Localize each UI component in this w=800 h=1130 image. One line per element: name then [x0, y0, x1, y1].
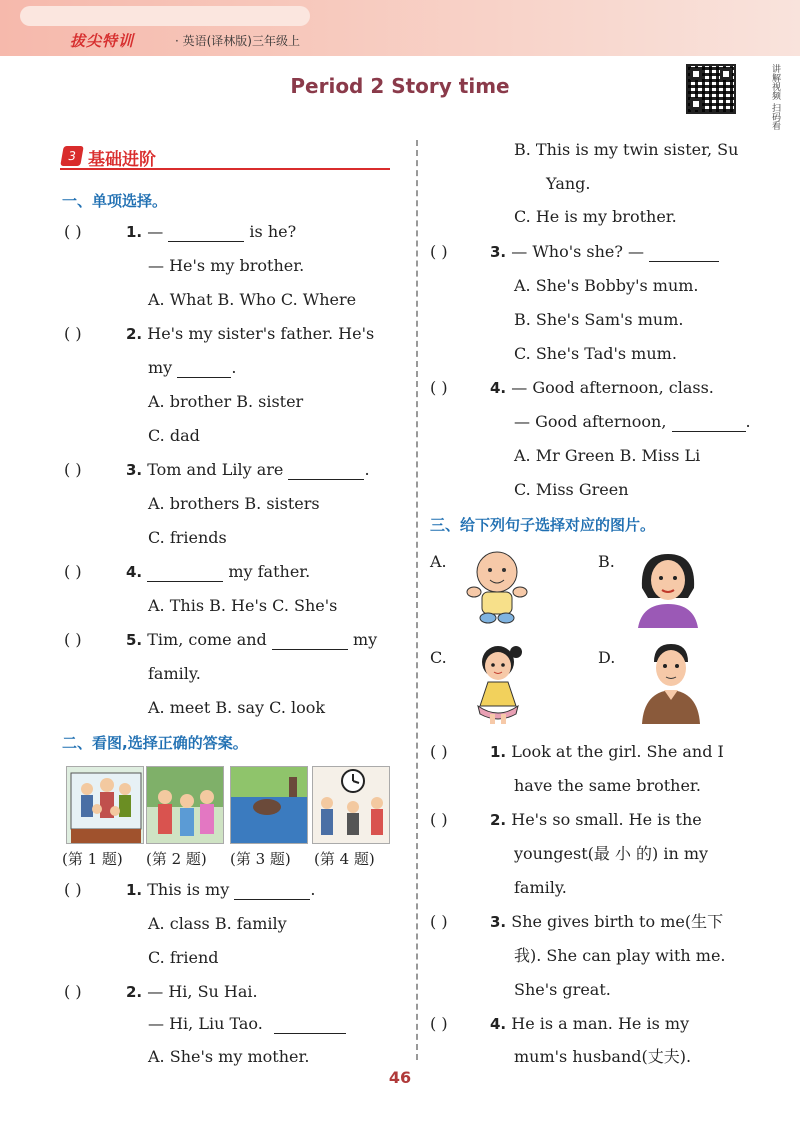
q2-line1 — [126, 324, 374, 344]
p2-q1-text: This is my — [147, 880, 230, 899]
qr-corner — [690, 98, 702, 110]
p2-q4-line1 — [490, 378, 714, 398]
q4-text: my father. — [228, 562, 311, 581]
picture-caption: (第 4 题) — [314, 850, 375, 868]
p2-q3-option-a: A. She's Bobby's mum. — [514, 276, 699, 295]
question-number: 3. — [490, 913, 507, 931]
answer-paren[interactable]: ( ) — [64, 880, 82, 899]
q2-text2: my — [148, 358, 173, 377]
q3-options2: C. friends — [148, 528, 227, 547]
p2-q3-option-b: B. She's Sam's mum. — [514, 310, 684, 329]
children-illustration — [146, 766, 224, 844]
answer-paren[interactable]: ( ) — [64, 222, 82, 241]
q2-period: . — [231, 358, 237, 377]
column-divider — [416, 140, 418, 1060]
q5-stem — [126, 630, 377, 650]
answer-paren[interactable]: ( ) — [430, 742, 448, 761]
p2-q1-options2: C. friend — [148, 948, 219, 967]
q1-options: A. What B. Who C. Where — [148, 290, 357, 309]
classroom-illustration — [312, 766, 390, 844]
book-subtitle: · 英语(译林版)三年级上 — [175, 34, 300, 48]
p2-q2-option-c: C. He is my brother. — [514, 207, 677, 226]
answer-blank[interactable] — [177, 362, 231, 378]
q2-options2: C. dad — [148, 426, 200, 445]
p2-q4-options2: C. Miss Green — [514, 480, 629, 499]
answer-paren[interactable]: ( ) — [64, 324, 82, 343]
answer-paren[interactable]: ( ) — [64, 562, 82, 581]
answer-paren[interactable]: ( ) — [430, 912, 448, 931]
picture-caption: (第 2 题) — [146, 850, 207, 868]
qr-code-icon[interactable] — [686, 64, 736, 114]
picture-letter-d: D. — [598, 648, 616, 667]
q2-options1: A. brother B. sister — [148, 392, 304, 411]
p2-q4-text: — Good afternoon, class. — [511, 378, 714, 397]
section-title: 基础进阶 — [88, 150, 156, 170]
p3-q2-line3: family. — [514, 878, 567, 897]
answer-paren[interactable]: ( ) — [430, 242, 448, 261]
p3-q2-line1 — [490, 810, 702, 830]
answer-blank[interactable] — [272, 634, 348, 650]
answer-paren[interactable]: ( ) — [64, 460, 82, 479]
p2-q2-text2: — Hi, Liu Tao. — [148, 1014, 263, 1033]
q5-line2: family. — [148, 664, 201, 683]
answer-blank[interactable] — [147, 566, 223, 582]
q4-stem — [126, 562, 310, 582]
picture-letter-c: C. — [430, 648, 447, 667]
question-number: 1. — [126, 223, 143, 241]
question-number: 3. — [490, 243, 507, 261]
q5-text: Tim, come and — [147, 630, 267, 649]
picture-caption: (第 1 题) — [62, 850, 123, 868]
picture-letter-b: B. — [598, 552, 615, 571]
answer-paren[interactable]: ( ) — [430, 378, 448, 397]
p3-q1-text: Look at the girl. She and I — [511, 742, 724, 761]
question-number: 4. — [490, 379, 507, 397]
q2-line2 — [148, 358, 236, 378]
p3-q1-line2: have the same brother. — [514, 776, 701, 795]
answer-blank[interactable] — [168, 226, 244, 242]
man-illustration — [638, 640, 704, 724]
picture-caption: (第 3 题) — [230, 850, 291, 868]
p2-q1-stem — [126, 880, 315, 900]
woman-illustration — [632, 548, 704, 628]
q1-line2: — He's my brother. — [148, 256, 305, 275]
header-pill — [20, 6, 310, 26]
q3-stem — [126, 460, 370, 480]
question-number: 4. — [490, 1015, 507, 1033]
p3-q4-line1 — [490, 1014, 689, 1034]
answer-paren[interactable]: ( ) — [430, 1014, 448, 1033]
q1-stem — [126, 222, 296, 242]
p3-q1-line1 — [490, 742, 724, 762]
header-band — [0, 0, 800, 56]
p2-q4-period: . — [745, 412, 751, 431]
p2-q3-option-c: C. She's Tad's mum. — [514, 344, 677, 363]
p2-q2-option-b2: Yang. — [546, 174, 591, 193]
part2-title: 二、看图,选择正确的答案。 — [62, 734, 248, 752]
p2-q4-line2 — [514, 412, 751, 432]
part1-title: 一、单项选择。 — [62, 192, 168, 210]
p2-q2-option-b1: B. This is my twin sister, Su — [514, 140, 739, 159]
question-number: 3. — [126, 461, 143, 479]
p3-q3-text: She gives birth to me(生下 — [511, 912, 724, 931]
question-number: 2. — [126, 983, 143, 1001]
answer-blank[interactable] — [234, 884, 310, 900]
p2-q3-text: — Who's she? — — [511, 242, 645, 261]
p2-q1-options1: A. class B. family — [148, 914, 287, 933]
page-number: 46 — [388, 1068, 412, 1087]
question-number: 4. — [126, 563, 143, 581]
p3-q3-line2: 我). She can play with me. — [514, 946, 726, 965]
answer-blank[interactable] — [672, 416, 746, 432]
p2-q1-period: . — [310, 880, 316, 899]
picture-letter-a: A. — [430, 552, 447, 571]
girl-illustration — [468, 640, 528, 724]
p3-q2-text: He's so small. He is the — [511, 810, 702, 829]
p3-q4-text: He is a man. He is my — [511, 1014, 690, 1033]
p2-q2-option-a: A. She's my mother. — [148, 1047, 310, 1066]
q2-text: He's my sister's father. He's — [147, 324, 375, 343]
answer-paren[interactable]: ( ) — [430, 810, 448, 829]
p3-q4-line2: mum's husband(丈夫). — [514, 1047, 692, 1066]
answer-blank[interactable] — [274, 1018, 346, 1034]
q3-text: Tom and Lily are — [147, 460, 284, 479]
p2-q2-line2 — [148, 1014, 346, 1034]
brand-title: 拔尖特训 — [70, 32, 135, 50]
part3-title: 三、给下列句子选择对应的图片。 — [430, 516, 656, 534]
q1-text: is he? — [249, 222, 297, 241]
answer-blank[interactable] — [649, 246, 719, 262]
section-icon: 3 — [60, 146, 84, 166]
section-header — [60, 144, 390, 170]
p2-q2-line1 — [126, 982, 258, 1002]
p2-q3-stem — [490, 242, 719, 262]
answer-paren[interactable]: ( ) — [64, 630, 82, 649]
q1-dash: — — [147, 222, 164, 241]
qr-corner — [690, 68, 702, 80]
p3-q3-line1 — [490, 912, 723, 932]
q5-options: A. meet B. say C. look — [148, 698, 326, 717]
q5-text2: my — [352, 630, 378, 649]
p2-q4-options1: A. Mr Green B. Miss Li — [514, 446, 701, 465]
p3-q2-line2: youngest(最 小 的) in my — [514, 844, 709, 863]
p2-q2-text: — Hi, Su Hai. — [147, 982, 258, 1001]
qr-corner — [720, 68, 732, 80]
answer-paren[interactable]: ( ) — [64, 982, 82, 1001]
baby-illustration — [462, 548, 532, 624]
question-number: 5. — [126, 631, 143, 649]
p3-q3-line3: She's great. — [514, 980, 611, 999]
question-number: 1. — [126, 881, 143, 899]
question-number: 2. — [490, 811, 507, 829]
q3-options1: A. brothers B. sisters — [148, 494, 320, 513]
family-photo-illustration — [66, 766, 144, 844]
q4-options: A. This B. He's C. She's — [148, 596, 338, 615]
lake-illustration — [230, 766, 308, 844]
q3-period: . — [364, 460, 370, 479]
p2-q4-text2: — Good afternoon, — [514, 412, 667, 431]
question-number: 2. — [126, 325, 143, 343]
answer-blank[interactable] — [288, 464, 364, 480]
question-number: 1. — [490, 743, 507, 761]
page-title: Period 2 Story time — [290, 74, 510, 98]
qr-caption: 讲解视频 扫码看 — [770, 64, 780, 130]
